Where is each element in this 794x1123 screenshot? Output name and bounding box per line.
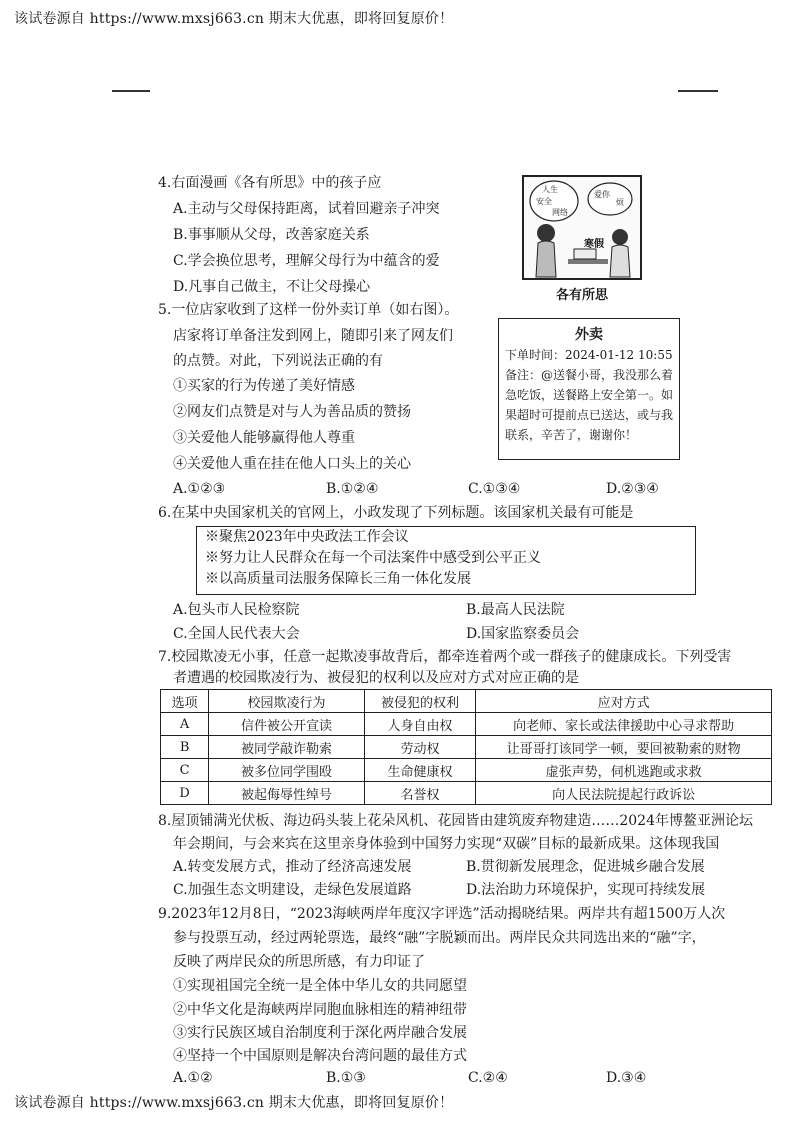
table-cell: 信件被公开宣读 — [209, 713, 365, 736]
table-cell: 让哥哥打该同学一顿，要回被勒索的财物 — [476, 736, 772, 759]
table-cell: 虚张声势，伺机逃跑或求救 — [476, 759, 772, 782]
table-row — [161, 782, 772, 805]
q5-item-3: ③关爱他人能够赢得他人尊重 — [173, 430, 355, 446]
q5-stem-1: 5.一位店家收到了这样一份外卖订单（如右图）。 — [158, 302, 459, 318]
q5-item-1: ①买家的行为传递了美好情感 — [173, 378, 355, 394]
q8-choice-b: B.贯彻新发展理念，促进城乡融合发展 — [466, 859, 705, 875]
table-row — [161, 736, 772, 759]
source-banner-bottom: 该试卷源自 https://www.mxsj663.cn 期末大优惠，即将回复原价！ — [14, 1095, 454, 1111]
table-row — [161, 759, 772, 782]
q5-item-2: ②网友们点赞是对与人为善品质的赞扬 — [173, 404, 411, 420]
q6-choice-a: A.包头市人民检察院 — [173, 602, 300, 618]
q6-titles-box — [196, 526, 696, 595]
q5-choice-c: C.①③④ — [468, 481, 521, 497]
q9-choice-d: D.③④ — [606, 1070, 647, 1086]
q6-title-2: ※努力让人民群众在每一个司法案件中感受到公平正义 — [205, 550, 541, 566]
q9-stem-2: 参与投票互动，经过两轮票选，最终“融”字脱颖而出。两岸民众共同选出来的“融”字， — [173, 930, 706, 946]
q8-stem-1: 8.屋顶铺满光伏板、海边码头装上花朵风机、花园皆由建筑废弃物建造……2024年博鳌亚洲论坛 — [158, 813, 753, 829]
q9-item-3: ③实行民族区域自治制度利于深化两岸融合发展 — [173, 1025, 467, 1041]
q4-option-c: C.学会换位思考，理解父母行为中蕴含的爱 — [173, 253, 440, 269]
table-cell: D — [161, 782, 209, 805]
q9-stem-3: 反映了两岸民众的所思所感，有力印证了 — [173, 954, 425, 970]
q5-choice-a: A.①②③ — [173, 481, 226, 497]
bubble-word-2: 安全 — [536, 197, 552, 206]
page-rule-left — [112, 90, 150, 92]
order-time: 下单时间：2024-01-12 10:55 — [505, 348, 673, 362]
q5-stem-2: 店家将订单备注发到网上，随即引来了网友们 — [173, 328, 453, 344]
q5-stem-3: 的点赞。对此，下列说法正确的有 — [173, 353, 383, 369]
q8-stem-2: 年会期间，与会来宾在这里亲身体验到中国努力实现“双碳”目标的最新成果。这体现我国 — [173, 836, 720, 852]
table-header-cell: 选项 — [161, 690, 209, 713]
q6-title-1: ※聚焦2023年中央政法工作会议 — [205, 529, 409, 545]
q4-option-d: D.凡事自己做主，不让父母操心 — [173, 279, 371, 295]
q9-stem-1: 9.2023年12月8日，“2023海峡两岸年度汉字评选”活动揭晓结果。两岸共有超1500万人次 — [158, 906, 726, 922]
order-note: 备注：@送餐小哥，我没那么着急吃饭，送餐路上安全第一。如果超时可提前点已送达，或与我联系，辛苦了，谢谢你！ — [505, 368, 674, 442]
q9-choice-a: A.①② — [173, 1070, 213, 1086]
q8-choice-c: C.加强生态文明建设，走绿色发展道路 — [173, 882, 412, 898]
comic-illustration — [522, 175, 642, 280]
table-cell: 向人民法院提起行政诉讼 — [476, 782, 772, 805]
bubble-word-5: 烦 — [616, 198, 624, 207]
table-cell: 劳动权 — [364, 736, 475, 759]
table-header-cell: 应对方式 — [476, 690, 772, 713]
takeout-order-card — [498, 318, 680, 460]
table-cell: 生命健康权 — [364, 759, 475, 782]
q6-choice-d: D.国家监察委员会 — [466, 626, 580, 642]
q4-stem: 4.右面漫画《各有所思》中的孩子应 — [158, 175, 382, 191]
table-header-cell: 被侵犯的权利 — [364, 690, 475, 713]
q4-option-b: B.事事顺从父母，改善家庭关系 — [173, 227, 370, 243]
comic-sign: 寒假 — [584, 239, 604, 250]
table-cell: B — [161, 736, 209, 759]
bubble-word-1: 人生 — [542, 185, 558, 194]
q5-item-4: ④关爱他人重在挂在他人口头上的关心 — [173, 456, 411, 472]
q6-title-3: ※以高质量司法服务保障长三角一体化发展 — [205, 571, 471, 587]
table-cell: 被同学敲诈勒索 — [209, 736, 365, 759]
table-row — [161, 713, 772, 736]
table-header-row — [161, 690, 772, 713]
q9-choice-c: C.②④ — [468, 1070, 508, 1086]
order-title: 外卖 — [575, 327, 603, 343]
table-cell: 向老师、家长或法律援助中心寻求帮助 — [476, 713, 772, 736]
q7-stem-1: 7.校园欺凌无小事，任意一起欺凌事故背后，都牵连着两个或一群孩子的健康成长。下列受害 — [158, 649, 732, 665]
page-rule-right — [678, 90, 718, 92]
comic-caption: 各有所思 — [555, 288, 608, 303]
q6-stem: 6.在某中央国家机关的官网上，小政发现了下列标题。该国家机关最有可能是 — [158, 505, 634, 521]
source-banner-top: 该试卷源自 https://www.mxsj663.cn 期末大优惠，即将回复原价！ — [14, 11, 454, 27]
q5-choice-b: B.①②④ — [326, 481, 379, 497]
comic-drawing — [524, 177, 640, 278]
table-cell: A — [161, 713, 209, 736]
q9-item-1: ①实现祖国完全统一是全体中华儿女的共同愿望 — [173, 978, 467, 994]
q7-table — [160, 689, 772, 805]
q9-item-2: ②中华文化是海峡两岸同胞血脉相连的精神纽带 — [173, 1002, 467, 1018]
table-header-cell: 校园欺凌行为 — [209, 690, 365, 713]
q9-item-4: ④坚持一个中国原则是解决台湾问题的最佳方式 — [173, 1048, 467, 1064]
q5-choice-d: D.②③④ — [606, 481, 659, 497]
table-cell: 被起侮辱性绰号 — [209, 782, 365, 805]
bubble-word-3: 网络 — [552, 208, 568, 217]
q8-choice-d: D.法治助力环境保护，实现可持续发展 — [466, 882, 706, 898]
q6-choice-b: B.最高人民法院 — [466, 602, 565, 618]
table-cell: 人身自由权 — [364, 713, 475, 736]
table-cell: 名誉权 — [364, 782, 475, 805]
q7-stem-2: 者遭遇的校园欺凌行为、被侵犯的权利以及应对方式对应正确的是 — [173, 670, 579, 686]
table-cell: 被多位同学围殴 — [209, 759, 365, 782]
q9-choice-b: B.①③ — [326, 1070, 366, 1086]
q6-choice-c: C.全国人民代表大会 — [173, 626, 300, 642]
table-cell: C — [161, 759, 209, 782]
bubble-word-4: 爱你 — [594, 190, 610, 199]
q8-choice-a: A.转变发展方式，推动了经济高速发展 — [173, 859, 412, 875]
q4-option-a: A.主动与父母保持距离，试着回避亲子冲突 — [173, 201, 440, 217]
